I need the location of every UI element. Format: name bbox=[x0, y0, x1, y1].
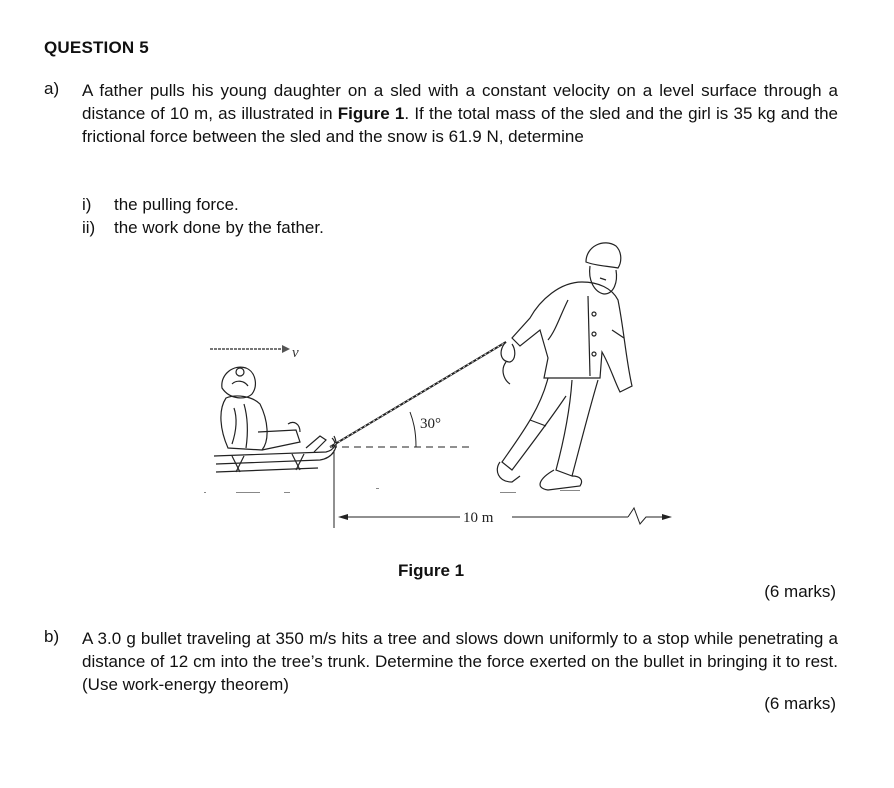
sub-item-i-number: i) bbox=[82, 195, 92, 214]
velocity-label: v bbox=[292, 345, 299, 361]
sub-item-i-text: the pulling force. bbox=[114, 195, 239, 214]
part-b-label: b) bbox=[44, 627, 60, 646]
velocity-arrow bbox=[210, 345, 290, 353]
question-title: QUESTION 5 bbox=[44, 38, 149, 57]
part-b-text: A 3.0 g bullet traveling at 350 m/s hits a tree and slows down uniformly to a stop while penetrating a distance of 12 cm into the tree’s trunk. Determine the force exerted on the bullet in bringing it to rest. (Use work-energy theorem) bbox=[82, 629, 838, 694]
part-a-label: a) bbox=[44, 79, 60, 98]
figure-reference: Figure 1 bbox=[337, 104, 405, 123]
part-a-text-before: A father pulls his young daughter on a sled with a constant velocity on a level surface through a distance of 10 m, as illustrated in bbox=[82, 81, 838, 123]
sub-item-ii-text: the work done by the father. bbox=[114, 218, 324, 237]
part-b-marks: (6 marks) bbox=[764, 694, 836, 713]
distance-label: 10 m bbox=[463, 510, 494, 526]
father-drawing bbox=[497, 243, 632, 490]
ground-marks bbox=[204, 488, 580, 493]
girl-on-sled-drawing bbox=[214, 367, 336, 472]
part-a-marks: (6 marks) bbox=[764, 582, 836, 601]
distance-arrow bbox=[338, 508, 672, 524]
figure-caption: Figure 1 bbox=[398, 561, 465, 580]
angle-arc bbox=[410, 412, 416, 447]
angle-label: 30° bbox=[420, 416, 441, 432]
part-a-text-after: . If the total mass of the sled and the girl is 35 kg and the frictional force between the sled and the snow is 61.9 N, determine bbox=[82, 104, 839, 146]
sub-item-ii-number: ii) bbox=[82, 218, 96, 237]
